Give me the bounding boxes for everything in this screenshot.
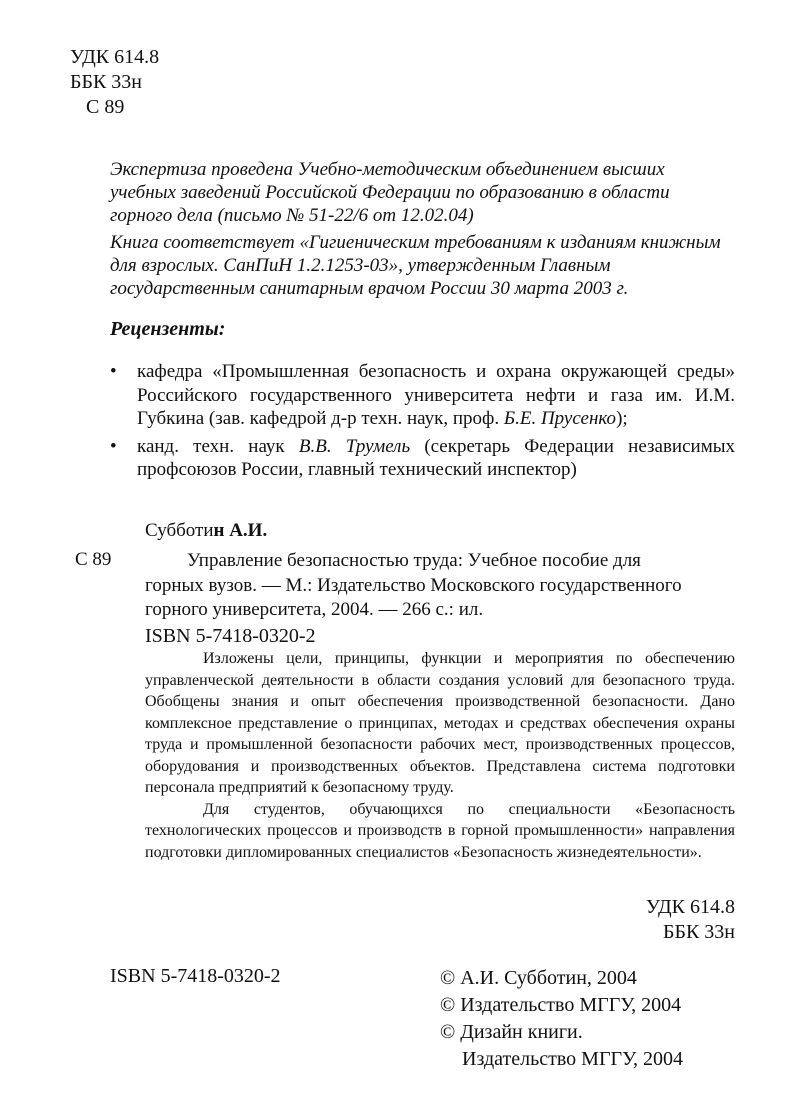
footer-isbn: ISBN 5-7418-0320-2	[110, 965, 281, 987]
copyright-design-publisher: Издательство МГГУ, 2004	[462, 1048, 683, 1070]
copyright-design: © Дизайн книги.	[440, 1021, 583, 1043]
expertise-note	[110, 158, 735, 300]
reviewer-text: кафедра «Промышленная безопасность и охрана окружающей среды» Российского государственного университета нефти и газа им. И.М. Губкина (зав. кафедрой д-р техн. наук, проф.	[137, 361, 735, 429]
reviewer-text-end: (секретарь Федерации независимых профсоюзов России, главный технический инспектор)	[137, 435, 735, 480]
card-title	[145, 549, 735, 623]
expertise-paragraph: Экспертиза проведена Учебно-методическим объединением высших учебных заведений Российской Федерации по образованию в области горного дела (письмо № 51-22/6 от 12.02.04)	[110, 159, 670, 226]
bullet-icon: •	[110, 361, 117, 382]
card-title-first-line: Управление безопасностью труда: Учебное пособие для	[187, 550, 641, 571]
copyright-publisher: © Издательство МГГУ, 2004	[440, 994, 682, 1016]
reviewer-item	[110, 435, 735, 482]
author-surname-regular: Субботи	[145, 520, 214, 541]
reviewer-name: Б.Е. Прусенко	[503, 408, 617, 429]
footer-udk: УДК 614.8	[645, 896, 735, 918]
card-title-rest: горных вузов. — М.: Издательство Московского государственного горного университета, 2004. — 266 с.: ил.	[145, 574, 682, 620]
reviewer-text: канд. техн. наук	[137, 435, 299, 457]
bullet-icon: •	[110, 435, 117, 457]
abstract-paragraph: Изложены цели, принципы, функции и мероприятия по обеспечению управленческой деятельности в области создания условий для безопасного труда. Обобщены знания и опыт обеспечения производственной безопасности. Дано комплексное представление о принципах, методах и средствах обеспечения охраны труда и промышленной безопасности рабочих мест, производственных процессов, оборудования и производственных объектов. Представлена система подготовки персонала предприятий к безопасному труду.	[145, 650, 735, 796]
author-mark: С 89	[86, 96, 125, 118]
bbk-code: ББК 33н	[70, 71, 143, 93]
copyright-block	[440, 965, 683, 1073]
card-isbn: ISBN 5-7418-0320-2	[145, 625, 316, 647]
author-surname-bold: н А.И.	[213, 520, 268, 541]
copyright-author: © А.И. Субботин, 2004	[440, 967, 637, 989]
reviewer-text-end: );	[616, 408, 628, 429]
hygiene-paragraph: Книга соответствует «Гигиеническим требованиям к изданиям книжным для взрослых. СанПиН 1.2.1253-03», утвержденным Главным государственным санитарным врачом России 30 марта 2003 г.	[110, 232, 721, 299]
reviewers-title: Рецензенты:	[110, 318, 226, 340]
udk-code: УДК 614.8	[70, 46, 160, 68]
footer-bbk: ББК 33н	[662, 921, 735, 943]
card-author	[145, 520, 267, 542]
card-code: С 89	[75, 549, 112, 570]
reviewer-name: В.В. Трумель	[298, 435, 411, 457]
reviewers-list	[110, 360, 735, 486]
abstract	[145, 648, 735, 863]
audience-paragraph: Для студентов, обучающихся по специальности «Безопасность технологических процессов и производств в горной промышленности» направления подготовки дипломированных специалистов «Безопасность жизнедеятельности».	[145, 800, 735, 861]
reviewer-item	[110, 360, 735, 431]
header-codes	[70, 45, 159, 120]
footer-codes	[646, 895, 735, 945]
